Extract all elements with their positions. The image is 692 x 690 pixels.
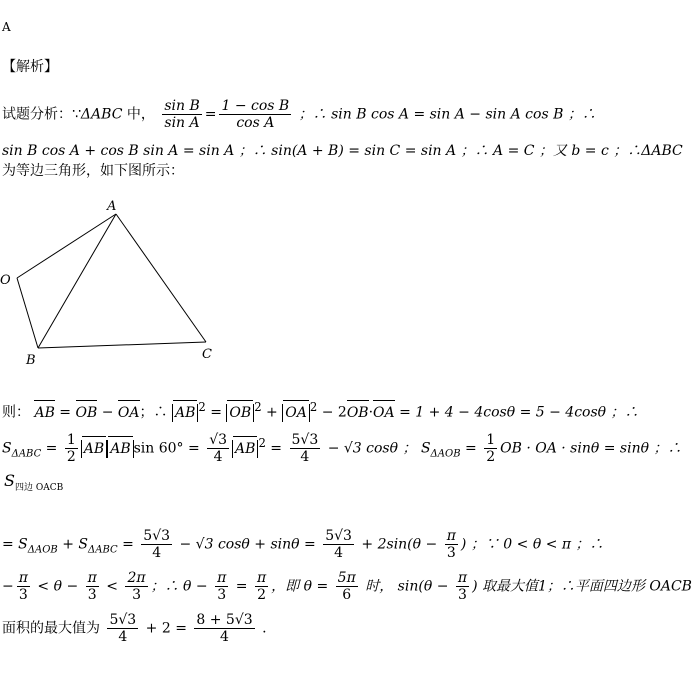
vector-ab: AB <box>34 404 55 421</box>
fraction-root3-4 <box>207 432 229 465</box>
fraction-5pi-6 <box>336 570 358 603</box>
norm-oa: OA <box>282 404 310 422</box>
fraction-2pi-3 <box>125 570 147 603</box>
fraction-sinb-sina <box>162 98 201 131</box>
analysis-line-4: $S_{\Delta ABC}$ = $\frac{1}{2}$ AB AB sin 60° = $\frac{√3}{4}$ AB $^2$ = $\frac{5√3}{4}$ − √3 cosθ ； $S_{\Delta AOB}$ = $\frac{1}{2}$ OB · OA · sinθ = sinθ ；∴ <box>2 432 682 465</box>
fraction-numerator: π <box>18 570 28 586</box>
fraction-pi-3 <box>456 570 469 603</box>
equation-text: ) ；∵ 0 < θ < π ；∴ <box>460 536 604 553</box>
text-therefore: ；∴ <box>139 404 168 421</box>
fraction-numerator: √3 <box>209 432 228 448</box>
fraction-denominator: sin A <box>164 115 200 131</box>
fraction-denominator: 3 <box>87 587 97 603</box>
fraction-denominator: 4 <box>118 629 128 645</box>
equation-text: ) 取最大值1；∴平面四边形 OACB <box>472 578 692 595</box>
fraction-numerator: 5π <box>337 570 356 586</box>
area-subscript: 四边 OACB <box>14 482 64 493</box>
area-subscript: ΔABC <box>11 448 42 460</box>
fraction-5root3-4 <box>141 528 172 561</box>
equation-text: + 2 = <box>141 620 187 637</box>
equation-text: OB · OA · sinθ = sinθ ；∴ <box>500 440 682 457</box>
fraction-denominator: 3 <box>217 587 227 603</box>
fraction-pi-3 <box>86 570 99 603</box>
section-header: 【解析】 <box>2 59 58 75</box>
area-subscript: ΔAOB <box>27 544 58 556</box>
vector-ob: OB <box>75 404 98 421</box>
equation-text: + 2sin(θ − <box>356 536 438 553</box>
edge-o-b <box>17 278 38 348</box>
analysis-line-5 <box>4 472 63 497</box>
analysis-line-8 <box>2 612 267 645</box>
vertex-label-a: A <box>107 199 117 214</box>
vertex-label-b: B <box>26 353 36 368</box>
analysis-line-6: = $S_{\Delta AOB} + S_{\Delta ABC}$ = $\frac{5√3}{4}$ − √3 cosθ + sinθ = $\frac{5√3}{4}$ + 2sin(θ − $\frac{\pi}{3}$ ) ；∵ 0 < θ < π ；∴ <box>2 528 604 561</box>
norm-ab: AB <box>81 440 107 458</box>
norm-ab: AB <box>172 404 198 422</box>
minus-sign: − <box>2 578 14 595</box>
area-symbol: S <box>420 440 431 457</box>
fraction-numerator: 1 − cos B <box>221 98 290 114</box>
geometry-figure <box>0 190 240 370</box>
edge-a-c <box>116 214 206 342</box>
triangle-abc: ΔABC <box>80 106 123 123</box>
fraction-numerator: 5√3 <box>291 432 319 448</box>
fraction-5root3-4 <box>290 432 321 465</box>
fraction-numerator: π <box>256 570 267 586</box>
answer-letter: A <box>2 20 11 34</box>
equation-text: ；∴ sin B cos A = sin A − sin A cos B ；∴ <box>298 106 596 123</box>
fraction-final <box>194 612 254 645</box>
fraction-pi-3 <box>17 570 30 603</box>
fraction-denominator: 4 <box>334 545 344 561</box>
analysis-line-1: 试题分析：∵ΔABC 中， $\frac{\text{sin B}}{\text{sin A}}$ = $\frac{\text{1 − cos B}}{\text{cos A}}$ ；∴ sin B cos A = sin A − sin A cos B ；∴ <box>2 98 596 131</box>
equation-text: − √3 cosθ ； <box>323 440 417 457</box>
analysis-line-2: sin B cos A + cos B sin A = sin A ；∴ sin(A + B) = sin C = sin A ；∴ A = C ；又 b = c ；∴ΔABC <box>2 143 683 159</box>
analysis-line-3: 则： AB = OB − OA；∴ AB $^2$ = OB $^2$ + OA $^2$ − 2OB·OA = 1 + 4 − 4cosθ = 5 − 4cosθ ；∴ <box>2 400 639 421</box>
fraction-numerator: π <box>217 570 227 586</box>
fraction-5root3-4 <box>323 528 354 561</box>
fraction-pi-3 <box>445 528 458 561</box>
fraction-numerator: 5√3 <box>109 612 137 628</box>
fraction-denominator: 3 <box>132 587 141 603</box>
equation-text: + S <box>57 536 89 553</box>
fraction-denominator: 4 <box>213 449 223 465</box>
fraction-half <box>65 432 78 465</box>
norm-ab: AB <box>107 440 133 458</box>
equation-text: = S <box>2 536 28 553</box>
equation-text: − √3 cosθ + sinθ = <box>175 536 316 553</box>
fraction-denominator: 2 <box>66 449 76 465</box>
fraction-numerator: π <box>87 570 97 586</box>
fraction-numerator: 8 + 5√3 <box>196 612 253 628</box>
equation-text: 时， sin(θ − <box>360 578 449 595</box>
vertex-label-c: C <box>202 347 212 362</box>
fraction-denominator: 4 <box>220 629 229 645</box>
equation-text: < θ − <box>32 578 79 595</box>
vector-ob-2: OB <box>346 404 369 421</box>
area-symbol: S <box>4 471 15 490</box>
fraction-pi-3 <box>215 570 228 603</box>
fraction-numerator: 5√3 <box>143 528 171 544</box>
fraction-denominator: cos A <box>236 115 275 131</box>
fraction-pi-2 <box>255 570 268 603</box>
fraction-denominator: 2 <box>486 449 496 465</box>
fraction-denominator: 3 <box>18 587 28 603</box>
fraction-numerator: π <box>446 528 456 544</box>
area-subscript: ΔAOB <box>430 448 461 460</box>
fraction-cos <box>219 98 291 131</box>
fraction-5root3-4 <box>107 612 138 645</box>
fraction-denominator: 3 <box>458 587 467 603</box>
edge-b-c <box>38 342 206 348</box>
fraction-denominator: 4 <box>152 545 162 561</box>
analysis-line-2b: 为等边三角形，如下图所示： <box>2 163 184 179</box>
fraction-denominator: 6 <box>342 587 352 603</box>
equation-text: ；∴ θ − <box>150 578 208 595</box>
sin-60: sin 60° <box>133 440 184 457</box>
period: . <box>257 620 267 637</box>
fraction-half <box>484 432 497 465</box>
analysis-prefix: 试题分析：∵ <box>2 106 81 123</box>
fraction-numerator: 1 <box>486 432 496 448</box>
text-zhong: 中， <box>122 106 155 123</box>
vector-oa: OA <box>117 404 140 421</box>
fraction-denominator: 3 <box>446 545 456 561</box>
fraction-numerator: 2π <box>127 570 146 586</box>
vector-oa-2: OA <box>373 404 395 421</box>
equation-cos: = 1 + 4 − 4cosθ = 5 − 4cosθ ；∴ <box>394 404 639 421</box>
edge-a-b <box>38 214 116 348</box>
analysis-line-7 <box>2 570 692 603</box>
area-subscript: ΔABC <box>88 544 118 556</box>
fraction-numerator: 1 <box>66 432 76 448</box>
text-max-area: 面积的最大值为 <box>2 620 100 637</box>
fraction-numerator: sin B <box>164 98 200 114</box>
fraction-numerator: π <box>457 570 468 586</box>
equation-text: < <box>101 578 119 595</box>
norm-ab: AB <box>232 440 258 458</box>
equation-text: = <box>231 578 248 595</box>
vertex-label-o: O <box>0 273 11 288</box>
fraction-denominator: 4 <box>300 449 310 465</box>
fraction-numerator: 5√3 <box>325 528 352 544</box>
equation-text: ，即 θ = <box>271 578 329 595</box>
text-ze: 则： <box>2 404 30 421</box>
norm-ob: OB <box>226 404 254 422</box>
edge-o-a <box>17 214 116 278</box>
area-symbol: S <box>2 440 12 457</box>
fraction-denominator: 2 <box>257 587 267 603</box>
